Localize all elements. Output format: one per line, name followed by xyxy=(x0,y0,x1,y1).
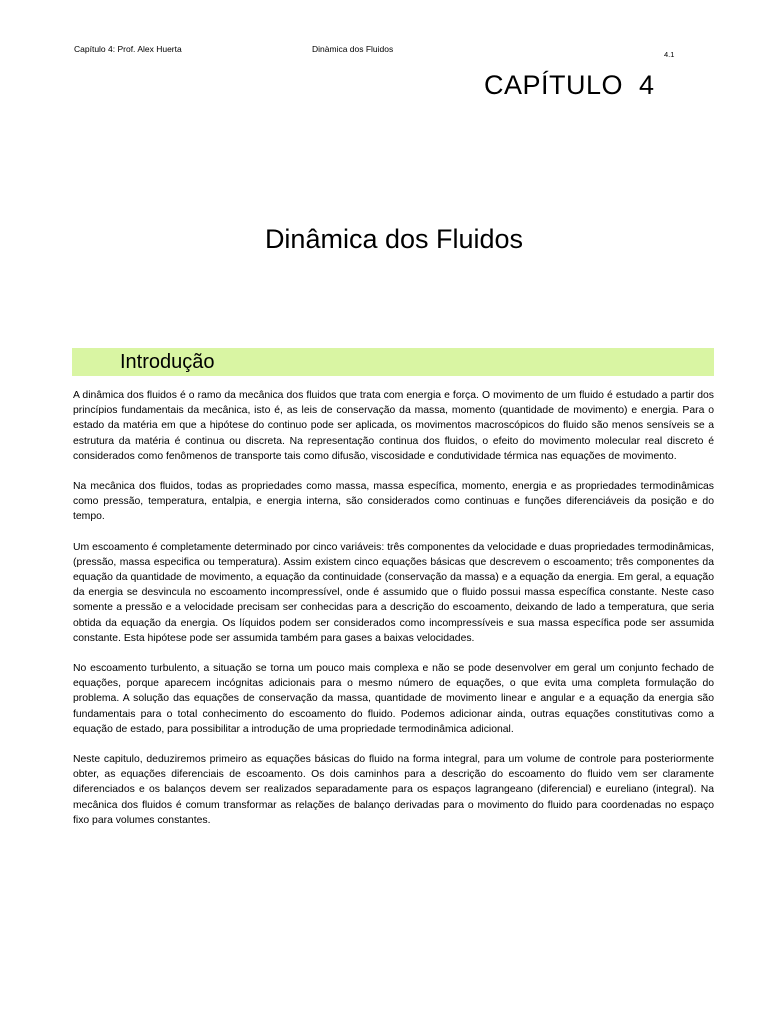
paragraph: Na mecânica dos fluidos, todas as propriedades como massa, massa específica, momento, energia e as propriedades termodinâmicas como pressão, temperatura, entalpia, e energia interna, são considerados como continuas e funções diferenciáveis da posição e do tempo. xyxy=(73,481,714,523)
paragraph: Neste capitulo, deduziremos primeiro as equações básicas do fluido na forma integral, para um volume de controle para posteriormente obter, as equações diferenciais de escoamento. Os dois caminhos para a descrição do escoamento do fluido vem ser claramente diferenciados e os balanços devem ser realizados separadamente para os espaços lagrangeano (diferencial) e eureliano (integral). Na mecânica dos fluidos é comum transformar as relações de balanço derivadas para o movimento do fluido para coordenadas no espaço fixo para volumes constantes. xyxy=(73,754,714,826)
paragraph: A dinâmica dos fluidos é o ramo da mecânica dos fluidos que trata com energia e força. O movimento de um fluido é estudado a partir dos princípios fundamentais da mecânica, isto é, as leis de conservação da massa, momento (quantidade de movimento) e energia. Para o estado da matéria em que a hipótese do continuo pode ser aplicada, os movimentos macroscópicos do fluido são menos sensíveis se a estrutura da matéria é continua ou discreta. Na representação continua dos fluidos, o efeito do movimento molecular real discreto é considerados como fenômenos de transporte tais como difusão, viscosidade e condutividade térmica nas equações de movimento. xyxy=(73,390,714,462)
chapter-label: CAPÍTULO 4 xyxy=(484,70,655,100)
running-header-topic: Dinàmica dos Fluidos xyxy=(312,44,394,54)
page-title: Dinâmica dos Fluidos xyxy=(264,224,524,254)
paragraph: Um escoamento é completamente determinado por cinco variáveis: três componentes da velocidade e duas propriedades termodinâmicas, (pressão, massa especifica ou temperatura). Assim existem cinco equações básicas que descrevem o escoamento; três componentes da equação da quantidade de movimento, a equação da continuidade (conservação da massa) e a equação da energia. Em geral, a equação da energia se desvincula no escoamento incompressível, onde é assumido que o fluido possui massa específica constante. Neste caso somente a pressão e a velocidade precisam ser conhecidas para a descrição do escoamento, deixando de lado a temperatura, que seria obtida da equação da energia. Os líquidos podem ser considerados como incompressíveis e sua massa específica pode ser assumida constante. Esta hipótese pode ser assumida também para gases a baixas velocidades. xyxy=(73,541,714,644)
page-number: 4.1 xyxy=(664,50,675,59)
running-header-author: Capítulo 4: Prof. Alex Huerta xyxy=(74,44,182,54)
body-text xyxy=(73,388,714,843)
paragraph: No escoamento turbulento, a situação se torna um pouco mais complexa e não se pode desenvolver em geral um conjunto fechado de equações, porque aparecem incógnitas adicionais para o mesmo número de equações, o que evita uma completa formulação do problema. A solução das equações de conservação da massa, quantidade de movimento linear e angular e a equação da energia são fundamentais para o total conhecimento do escoamento do fluido. Podemos adicionar ainda, outras equações constitutivas como a equação de estado, para possibilitar a introdução de uma propriedade termodinâmica adicional. xyxy=(73,663,714,735)
section-heading: Introdução xyxy=(120,351,215,373)
section-heading-bar xyxy=(72,348,714,376)
